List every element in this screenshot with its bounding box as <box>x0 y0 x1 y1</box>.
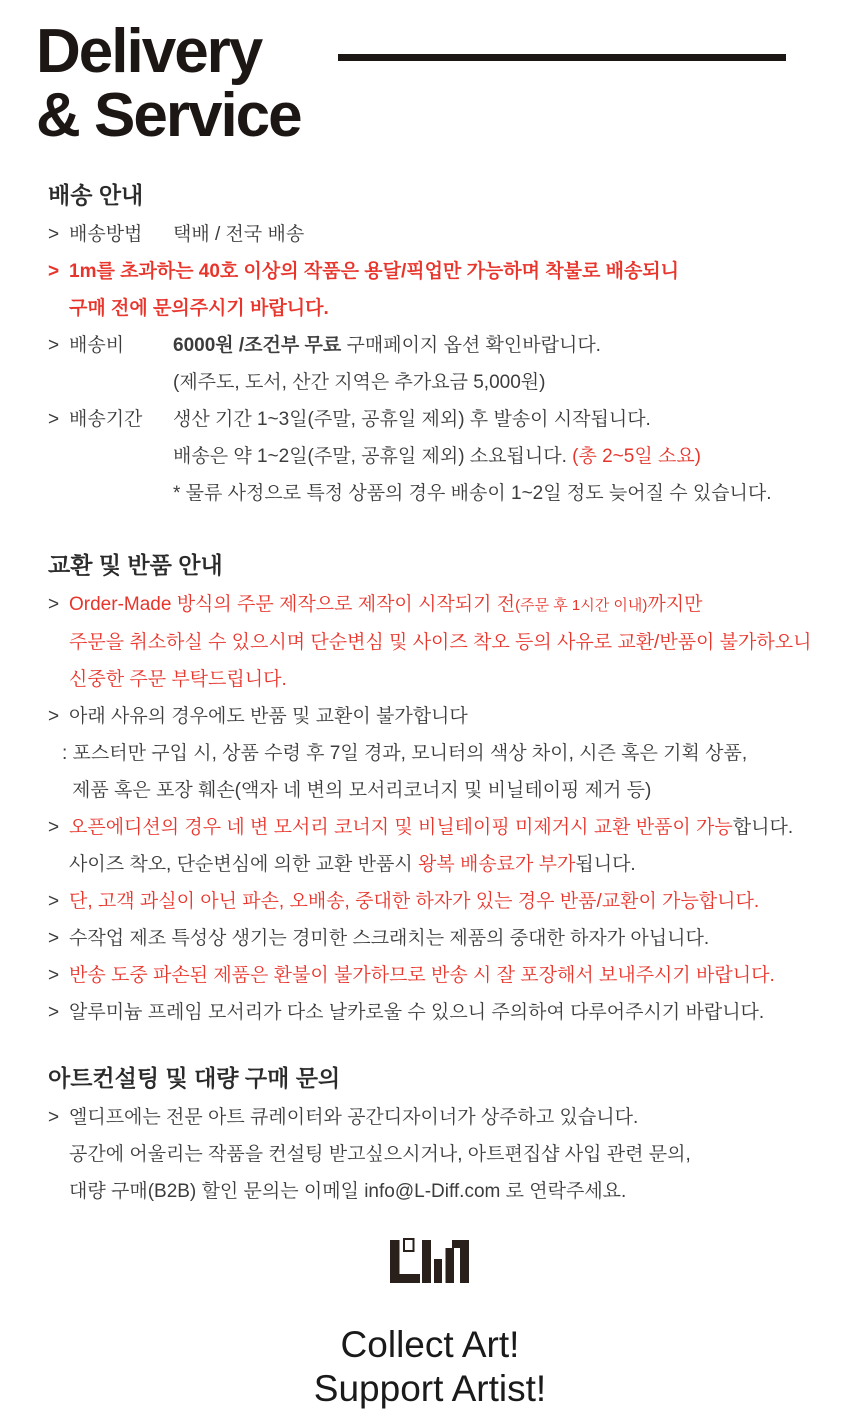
page-title <box>36 17 860 150</box>
aluminum-row <box>48 994 824 1031</box>
header <box>0 0 860 148</box>
content <box>0 180 860 1210</box>
scratch-row <box>48 920 824 957</box>
returns-rows <box>48 586 824 1031</box>
oversize-warning-line-1 <box>48 253 824 290</box>
shipping-period-line-2-black: 배송은 약 1~2일(주말, 공휴일 제외) 소요됩니다. <box>173 446 567 467</box>
consulting-text-1: 엘디프에는 전문 아트 큐레이터와 공간디자이너가 상주하고 있습니다. <box>69 1107 639 1128</box>
damage-return-text: 단, 고객 과실이 아닌 파손, 오배송, 중대한 하자가 있는 경우 반품/교환이 가능합니다. <box>69 891 760 912</box>
order-made-line-3: 신중한 주문 부탁드립니다. <box>69 669 287 690</box>
bullet-icon: > <box>48 928 60 949</box>
bullet-icon: > <box>48 965 60 986</box>
shipping-method-row <box>48 216 824 253</box>
aluminum-text: 알루미늄 프레임 모서리가 다소 날카로울 수 있으니 주의하여 다루어주시기 바랍니다. <box>69 1002 765 1023</box>
section-returns <box>48 550 824 1031</box>
order-made-line-2: 주문을 취소하실 수 있으시며 단순변심 및 사이즈 착오 등의 사유로 교환/반품이 불가하오니 <box>69 632 812 653</box>
open-edition-text-tail: 합니다. <box>732 817 794 838</box>
title-line-2: & Service <box>36 81 301 150</box>
bullet-icon: > <box>48 409 60 430</box>
shipping-fee-value <box>173 335 601 356</box>
no-return-title-row <box>48 698 824 735</box>
slogan-line-1: Collect Art! <box>340 1324 520 1365</box>
open-edition-row <box>48 809 824 846</box>
oversize-warning-text-2: 구매 전에 문의주시기 바랍니다. <box>69 298 329 319</box>
returns-heading: 교환 및 반품 안내 <box>48 552 223 578</box>
no-return-detail-2: 제품 혹은 포장 훼손(액자 네 변의 모서리코너지 및 비닐테이핑 제거 등) <box>72 780 652 801</box>
order-made-text-1: Order-Made 방식의 주문 제작으로 제작이 시작되기 전 <box>69 594 516 615</box>
shipping-period-line-2-red: (총 2~5일 소요) <box>572 446 701 467</box>
order-made-line-1 <box>48 586 824 624</box>
footer <box>0 1238 860 1411</box>
shipping-period-row <box>48 401 824 438</box>
order-made-text-1-tail: 까지만 <box>647 594 703 615</box>
bullet-icon: > <box>48 224 60 245</box>
consulting-line-2: 공간에 어울리는 작품을 컨설팅 받고싶으시거나, 아트편집샵 사입 관련 문의, <box>69 1144 691 1165</box>
bullet-icon: > <box>48 891 60 912</box>
oversize-warning-text-1: 1m를 초과하는 40호 이상의 작품은 용달/픽업만 가능하며 착불로 배송되니 <box>69 261 680 282</box>
bullet-icon: > <box>48 706 60 727</box>
shipping-method-value: 택배 / 전국 배송 <box>173 224 305 245</box>
title-line-1: Delivery <box>36 17 262 86</box>
open-edition-text-red: 오픈에디션의 경우 네 변 모서리 코너지 및 비닐테이핑 미제거시 교환 반품이 가능 <box>69 817 733 838</box>
shipping-rows <box>48 216 824 512</box>
return-damage-row <box>48 957 824 994</box>
round-trip-fee-row <box>48 846 824 883</box>
shipping-period-note: * 물류 사정으로 특정 상품의 경우 배송이 1~2일 정도 늦어질 수 있습니다. <box>173 483 772 504</box>
bullet-icon: > <box>48 261 60 282</box>
shipping-fee-label: 배송비 <box>69 335 125 356</box>
section-shipping <box>48 180 824 512</box>
shipping-method-label: 배송방법 <box>69 224 143 245</box>
l-diff-logo-icon <box>387 1238 474 1286</box>
round-trip-fee-text-b: 됩니다. <box>575 854 636 875</box>
title-rule <box>338 54 786 61</box>
consulting-line-3: 대량 구매(B2B) 할인 문의는 이메일 info@L-Diff.com 로 연락주세요. <box>69 1181 627 1202</box>
shipping-period-line-2 <box>48 438 824 475</box>
bullet-icon: > <box>48 1002 60 1023</box>
consulting-rows <box>48 1099 824 1210</box>
bullet-icon: > <box>48 1107 60 1128</box>
round-trip-fee-text-red: 왕복 배송료가 부가 <box>417 854 576 875</box>
bullet-icon: > <box>48 594 60 615</box>
shipping-period-label: 배송기간 <box>69 409 143 430</box>
shipping-fee-value-rest: 구매페이지 옵션 확인바랍니다. <box>346 335 601 356</box>
round-trip-fee-text-a: 사이즈 착오, 단순변심에 의한 교환 반품시 <box>69 854 413 875</box>
section-consulting <box>48 1063 824 1210</box>
consulting-heading: 아트컨설팅 및 대량 구매 문의 <box>48 1065 341 1091</box>
shipping-fee-value-bold: 6000원 /조건부 무료 <box>173 335 342 356</box>
order-made-text-1-small: (주문 후 1시간 이내) <box>515 597 648 614</box>
return-damage-text: 반송 도중 파손된 제품은 환불이 불가하므로 반송 시 잘 포장해서 보내주시기 바랍니다. <box>69 965 775 986</box>
shipping-period-value: 생산 기간 1~3일(주말, 공휴일 제외) 후 발송이 시작됩니다. <box>173 409 651 430</box>
oversize-warning-line-2 <box>48 290 824 327</box>
consulting-line-1 <box>48 1099 824 1136</box>
shipping-fee-note: (제주도, 도서, 산간 지역은 추가요금 5,000원) <box>173 372 546 393</box>
shipping-heading: 배송 안내 <box>48 182 144 208</box>
bullet-icon: > <box>48 335 60 356</box>
no-return-detail-1: : 포스터만 구입 시, 상품 수령 후 7일 경과, 모니터의 색상 차이, 시즌 혹은 기획 상품, <box>62 743 748 764</box>
shipping-fee-row <box>48 327 824 364</box>
damage-return-row <box>48 883 824 920</box>
bullet-icon: > <box>48 817 60 838</box>
no-return-title-text: 아래 사유의 경우에도 반품 및 교환이 불가합니다 <box>69 706 468 727</box>
slogan-line-2: Support Artist! <box>313 1368 547 1409</box>
slogan <box>0 1323 860 1411</box>
scratch-text: 수작업 제조 특성상 생기는 경미한 스크래치는 제품의 중대한 하자가 아닙니다. <box>69 928 710 949</box>
